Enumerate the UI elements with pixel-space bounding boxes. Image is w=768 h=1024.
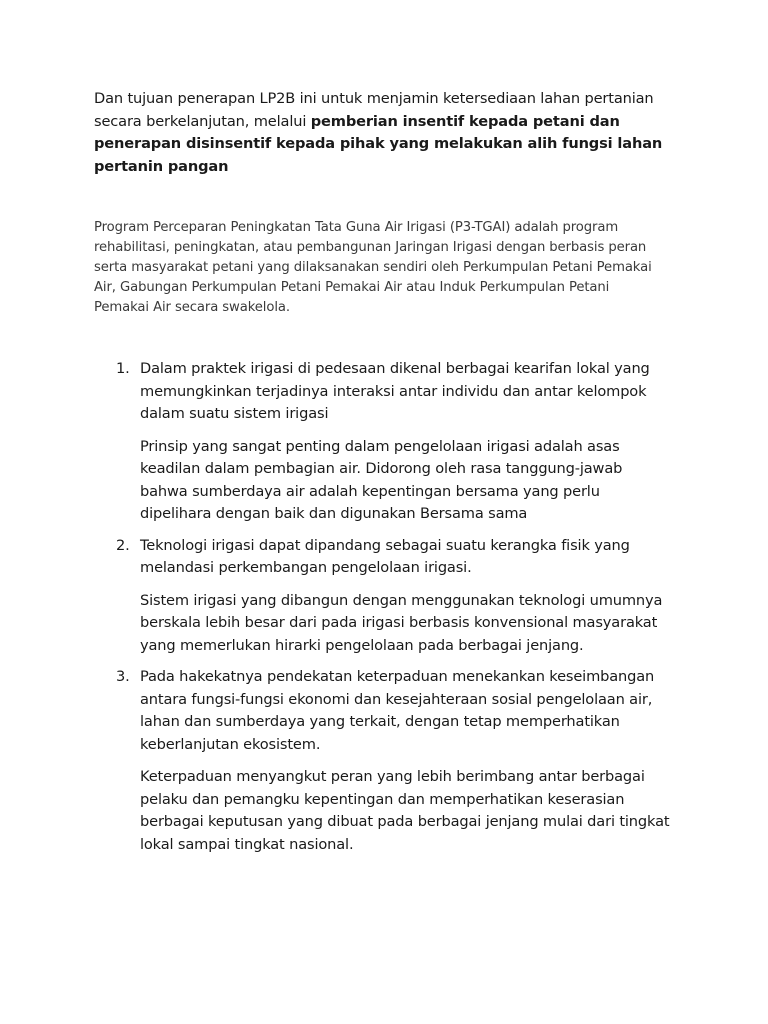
list-item-line: melandasi perkembangan pengelolaan irigasi. (140, 559, 472, 576)
program-paragraph (94, 218, 652, 318)
list-item-subparagraph (140, 590, 768, 658)
list-item-line: dalam suatu sistem irigasi (140, 405, 329, 422)
list-item-subparagraph (140, 436, 768, 526)
list-item-main (140, 666, 768, 756)
list-item-line: memungkinkan terjadinya interaksi antar individu dan antar kelompok (140, 382, 647, 400)
intro-line-2 (94, 111, 662, 134)
list-item-line: Prinsip yang sangat penting dalam pengelolaan irigasi adalah asas (140, 437, 620, 455)
list-item-line: berskala lebih besar dari pada irigasi berbasis konvensional masyarakat (140, 614, 658, 631)
list-item-line: Dalam praktek irigasi di pedesaan dikenal berbagai kearifan lokal yang (140, 360, 650, 377)
list-item-body (140, 535, 768, 658)
intro-line-2-bold: pemberian insentif kepada petani dan (310, 112, 620, 130)
list-item-line: yang memerlukan hirarki pengelolaan pada berbagai jenjang. (140, 636, 584, 654)
list-item-line: pelaku dan pemangku kepentingan dan memperhatikan keserasian (140, 790, 625, 808)
list-item-line: keadilan dalam pembagian air. Didorong oleh rasa tanggung-jawab (140, 460, 623, 477)
list-item-line: berbagai keputusan yang dibuat pada berbagai jenjang mulai dari tingkat (140, 813, 670, 830)
list-item-main (140, 535, 768, 580)
list-item (0, 535, 768, 658)
list-item (0, 358, 768, 526)
list-item-line: lahan dan sumberdaya yang terkait, dengan tetap memperhatikan (140, 713, 620, 730)
program-line: rehabilitasi, peningkatan, atau pembangunan Jaringan Irigasi dengan berbasis peran (94, 240, 647, 255)
list-item-line: Pada hakekatnya pendekatan keterpaduan menekankan keseimbangan (140, 668, 655, 685)
list-item-line: antara fungsi-fungsi ekonomi dan kesejahteraan sosial pengelolaan air, (140, 690, 653, 708)
list-item-number: 3. (116, 668, 130, 685)
list-item-line: bahwa sumberdaya air adalah kepentingan bersama yang perlu (140, 482, 600, 500)
intro-line-1: Dan tujuan penerapan LP2B ini untuk menjamin ketersediaan lahan pertanian (94, 90, 654, 107)
list-item-number: 1. (116, 360, 130, 377)
program-line: serta masyarakat petani yang dilaksanakan sendiri oleh Perkumpulan Petani Pemakai (94, 260, 652, 275)
list-item-number: 2. (116, 536, 130, 554)
intro-paragraph (94, 88, 662, 178)
list-item-line: Keterpaduan menyangkut peran yang lebih berimbang antar berbagai (140, 768, 645, 785)
list-item-line: Teknologi irigasi dapat dipandang sebagai suatu kerangka fisik yang (140, 536, 630, 554)
intro-line-2-normal: secara berkelanjutan, melalui (94, 112, 311, 130)
numbered-list (0, 358, 768, 856)
list-item-line: lokal sampai tingkat nasional. (140, 835, 354, 853)
program-line: Air, Gabungan Perkumpulan Petani Pemakai Air atau Induk Perkumpulan Petani (94, 280, 610, 295)
intro-line-4: pertanin pangan (94, 157, 229, 175)
list-item-line: dipelihara dengan baik dan digunakan Bersama sama (140, 505, 528, 522)
list-item (0, 666, 768, 856)
list-item-body (140, 666, 768, 856)
program-line: Program Perceparan Peningkatan Tata Guna Air Irigasi (P3-TGAI) adalah program (94, 220, 619, 235)
list-item-main (140, 358, 768, 426)
list-item-line: Sistem irigasi yang dibangun dengan menggunakan teknologi umumnya (140, 591, 663, 609)
list-item-line: keberlanjutan ekosistem. (140, 735, 321, 753)
list-item-subparagraph (140, 766, 768, 856)
list-item-body (140, 358, 768, 526)
program-line: Pemakai Air secara swakelola. (94, 300, 290, 315)
intro-line-3: penerapan disinsentif kepada pihak yang melakukan alih fungsi lahan (94, 135, 663, 152)
